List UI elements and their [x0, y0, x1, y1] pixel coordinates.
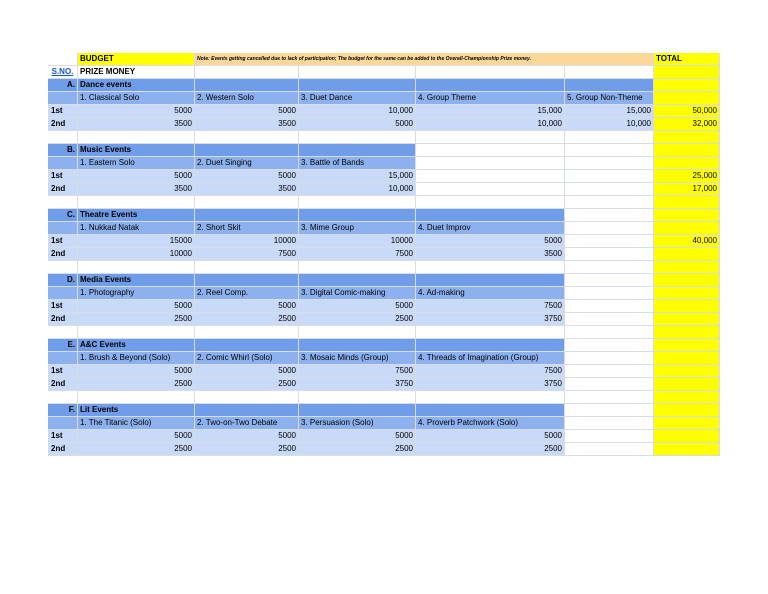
prize-amount[interactable]: 3500 — [195, 183, 299, 196]
subheader-row — [48, 66, 720, 79]
prize-amount[interactable]: 10,000 — [299, 105, 416, 118]
sno-link[interactable]: S.NO. — [48, 66, 78, 79]
spacer-row — [48, 131, 720, 144]
event-name[interactable]: 3. Duet Dance — [299, 92, 416, 105]
total-cell[interactable] — [654, 352, 720, 365]
prize-amount[interactable]: 5000 — [78, 105, 195, 118]
prize-amount[interactable]: 10000 — [195, 235, 299, 248]
blank-cell[interactable] — [565, 352, 654, 365]
rank-label[interactable]: 2nd — [48, 378, 78, 391]
prize-row-2nd — [48, 183, 720, 196]
total-amount[interactable] — [654, 430, 720, 443]
event-name[interactable]: 2. Reel Comp. — [195, 287, 299, 300]
event-name[interactable]: 1. Classical Solo — [78, 92, 195, 105]
blank-cell[interactable] — [78, 391, 195, 404]
total-amount[interactable] — [654, 248, 720, 261]
total-amount[interactable]: 17,000 — [654, 183, 720, 196]
total-amount[interactable] — [654, 365, 720, 378]
category-letter[interactable]: E. — [48, 339, 78, 352]
event-name[interactable]: 1. Eastern Solo — [78, 157, 195, 170]
blank-cell[interactable] — [299, 209, 416, 222]
total-amount[interactable] — [654, 443, 720, 456]
blank-cell[interactable] — [299, 326, 416, 339]
category-letter[interactable]: C. — [48, 209, 78, 222]
prize-amount[interactable]: 3500 — [195, 118, 299, 131]
category-title-row — [48, 144, 720, 157]
prize-amount[interactable]: 5000 — [195, 105, 299, 118]
prize-amount[interactable]: 5000 — [78, 365, 195, 378]
blank-cell[interactable] — [299, 196, 416, 209]
prize-amount[interactable]: 2500 — [416, 443, 565, 456]
total-cell[interactable] — [654, 287, 720, 300]
event-name[interactable]: 5. Group Non-Theme — [565, 92, 654, 105]
prize-amount[interactable]: 7500 — [416, 365, 565, 378]
total-cell[interactable] — [654, 274, 720, 287]
blank-cell[interactable] — [78, 326, 195, 339]
event-names-row — [48, 352, 720, 365]
total-amount[interactable] — [654, 313, 720, 326]
blank-cell[interactable] — [195, 274, 299, 287]
blank-cell[interactable] — [195, 261, 299, 274]
prize-money-label[interactable]: PRIZE MONEY — [78, 66, 195, 79]
blank-cell[interactable] — [195, 391, 299, 404]
blank-cell[interactable] — [416, 131, 565, 144]
rank-label[interactable]: 1st — [48, 105, 78, 118]
event-name[interactable]: 4. Threads of Imagination (Group) — [416, 352, 565, 365]
header-row — [48, 53, 720, 66]
blank-cell[interactable] — [565, 365, 654, 378]
event-name[interactable]: 1. The Titanic (Solo) — [78, 417, 195, 430]
blank-cell[interactable] — [299, 144, 416, 157]
blank-cell[interactable] — [565, 157, 654, 170]
blank-cell[interactable] — [195, 339, 299, 352]
prize-amount[interactable]: 2500 — [78, 378, 195, 391]
event-name[interactable]: 4. Duet Improv — [416, 222, 565, 235]
blank-cell[interactable] — [416, 209, 565, 222]
total-header[interactable]: TOTAL — [654, 53, 720, 66]
blank-cell[interactable] — [299, 261, 416, 274]
total-amount[interactable]: 40,000 — [654, 235, 720, 248]
prize-amount[interactable]: 5000 — [299, 118, 416, 131]
total-cell[interactable] — [654, 404, 720, 417]
blank-cell[interactable] — [195, 326, 299, 339]
category-title-row — [48, 339, 720, 352]
category-letter[interactable]: F. — [48, 404, 78, 417]
prize-amount[interactable]: 2500 — [195, 313, 299, 326]
blank-cell[interactable] — [78, 131, 195, 144]
prize-amount[interactable]: 2500 — [78, 313, 195, 326]
category-title-row — [48, 209, 720, 222]
event-names-row — [48, 287, 720, 300]
event-name[interactable]: 3. Persuasion (Solo) — [299, 417, 416, 430]
prize-amount[interactable]: 7500 — [416, 300, 565, 313]
rank-label[interactable]: 1st — [48, 235, 78, 248]
prize-row-1st — [48, 170, 720, 183]
prize-amount[interactable]: 5000 — [195, 170, 299, 183]
event-names-row — [48, 157, 720, 170]
blank-cell[interactable] — [565, 170, 654, 183]
prize-amount[interactable]: 5000 — [78, 170, 195, 183]
prize-amount[interactable]: 5000 — [299, 300, 416, 313]
event-name[interactable]: 3. Digital Comic-making — [299, 287, 416, 300]
prize-amount[interactable]: 2500 — [195, 443, 299, 456]
prize-amount[interactable]: 10,000 — [299, 183, 416, 196]
blank-cell[interactable] — [48, 53, 78, 66]
blank-cell[interactable] — [565, 222, 654, 235]
event-name[interactable]: 1. Photography — [78, 287, 195, 300]
total-amount[interactable]: 25,000 — [654, 170, 720, 183]
rank-label[interactable]: 1st — [48, 170, 78, 183]
event-name[interactable]: 4. Ad-making — [416, 287, 565, 300]
prize-amount[interactable]: 3500 — [78, 118, 195, 131]
category-letter[interactable]: D. — [48, 274, 78, 287]
blank-cell[interactable] — [299, 391, 416, 404]
prize-amount[interactable]: 10000 — [78, 248, 195, 261]
prize-amount[interactable]: 5000 — [416, 235, 565, 248]
blank-cell[interactable] — [565, 417, 654, 430]
total-cell[interactable] — [654, 92, 720, 105]
prize-amount[interactable]: 7500 — [299, 248, 416, 261]
prize-amount[interactable]: 5000 — [195, 300, 299, 313]
prize-amount[interactable]: 5000 — [416, 430, 565, 443]
event-name[interactable]: 2. Western Solo — [195, 92, 299, 105]
blank-cell[interactable] — [416, 144, 565, 157]
blank-cell[interactable] — [565, 66, 654, 79]
rank-label[interactable]: 2nd — [48, 118, 78, 131]
category-name[interactable]: Media Events — [78, 274, 195, 287]
rank-label[interactable]: 1st — [48, 300, 78, 313]
prize-amount[interactable]: 15,000 — [565, 105, 654, 118]
prize-amount[interactable]: 3500 — [416, 248, 565, 261]
total-cell[interactable] — [654, 339, 720, 352]
blank-cell[interactable] — [195, 144, 299, 157]
total-cell[interactable] — [654, 326, 720, 339]
blank-cell[interactable] — [78, 261, 195, 274]
event-name[interactable]: 3. Battle of Bands — [299, 157, 416, 170]
rank-label[interactable]: 2nd — [48, 183, 78, 196]
event-name[interactable]: 3. Mosaic Minds (Group) — [299, 352, 416, 365]
category-title-row — [48, 404, 720, 417]
blank-cell[interactable] — [78, 196, 195, 209]
blank-cell[interactable] — [565, 443, 654, 456]
rank-label[interactable]: 2nd — [48, 443, 78, 456]
prize-amount[interactable]: 3750 — [299, 378, 416, 391]
prize-amount[interactable]: 10000 — [299, 235, 416, 248]
blank-cell[interactable] — [48, 131, 78, 144]
budget-sheet — [48, 53, 720, 452]
blank-cell[interactable] — [416, 391, 565, 404]
total-cell[interactable] — [654, 417, 720, 430]
prize-amount[interactable]: 5000 — [299, 430, 416, 443]
prize-amount[interactable]: 5000 — [195, 430, 299, 443]
total-amount[interactable] — [654, 300, 720, 313]
blank-cell[interactable] — [195, 196, 299, 209]
prize-amount[interactable]: 7500 — [195, 248, 299, 261]
blank-cell[interactable] — [565, 131, 654, 144]
prize-amount[interactable]: 5000 — [195, 365, 299, 378]
total-amount[interactable] — [654, 378, 720, 391]
budget-label[interactable]: BUDGET — [78, 53, 195, 66]
blank-cell[interactable] — [565, 209, 654, 222]
blank-cell[interactable] — [565, 248, 654, 261]
category-name[interactable]: Music Events — [78, 144, 195, 157]
spacer-row — [48, 326, 720, 339]
category-name[interactable]: Lit Events — [78, 404, 195, 417]
blank-cell[interactable] — [565, 391, 654, 404]
prize-row-1st — [48, 300, 720, 313]
spacer-row — [48, 261, 720, 274]
prize-amount[interactable]: 2500 — [78, 443, 195, 456]
blank-cell[interactable] — [195, 404, 299, 417]
blank-cell[interactable] — [195, 131, 299, 144]
total-amount[interactable]: 50,000 — [654, 105, 720, 118]
blank-cell[interactable] — [48, 417, 78, 430]
category-title-row — [48, 274, 720, 287]
rank-label[interactable]: 1st — [48, 365, 78, 378]
blank-cell[interactable] — [416, 326, 565, 339]
blank-cell[interactable] — [416, 261, 565, 274]
blank-cell[interactable] — [565, 261, 654, 274]
event-names-row — [48, 92, 720, 105]
prize-row-1st — [48, 365, 720, 378]
blank-cell[interactable] — [565, 287, 654, 300]
blank-cell[interactable] — [299, 131, 416, 144]
total-cell[interactable] — [654, 196, 720, 209]
category-name[interactable]: Dance events — [78, 79, 195, 92]
blank-cell[interactable] — [48, 157, 78, 170]
event-name[interactable]: 2. Comic Whirl (Solo) — [195, 352, 299, 365]
blank-cell[interactable] — [565, 300, 654, 313]
prize-amount[interactable]: 2500 — [299, 313, 416, 326]
prize-amount[interactable]: 2500 — [299, 443, 416, 456]
prize-amount[interactable]: 15,000 — [416, 105, 565, 118]
category-letter[interactable]: B. — [48, 144, 78, 157]
blank-cell[interactable] — [565, 339, 654, 352]
event-names-row — [48, 222, 720, 235]
prize-row-2nd — [48, 378, 720, 391]
prize-row-1st — [48, 235, 720, 248]
category-name[interactable]: A&C Events — [78, 339, 195, 352]
blank-cell[interactable] — [299, 79, 416, 92]
category-title-row — [48, 79, 720, 92]
prize-amount[interactable]: 15000 — [78, 235, 195, 248]
prize-amount[interactable]: 3750 — [416, 378, 565, 391]
total-cell[interactable] — [654, 222, 720, 235]
blank-cell[interactable] — [48, 196, 78, 209]
blank-cell[interactable] — [416, 66, 565, 79]
blank-cell[interactable] — [48, 326, 78, 339]
blank-cell[interactable] — [565, 313, 654, 326]
blank-cell[interactable] — [565, 196, 654, 209]
blank-cell[interactable] — [48, 92, 78, 105]
category-name[interactable]: Theatre Events — [78, 209, 195, 222]
event-name[interactable]: 2. Duet Singing — [195, 157, 299, 170]
prize-row-2nd — [48, 443, 720, 456]
blank-cell[interactable] — [195, 79, 299, 92]
event-name[interactable]: 4. Proverb Patchwork (Solo) — [416, 417, 565, 430]
prize-amount[interactable]: 7500 — [299, 365, 416, 378]
event-name[interactable]: 4. Group Theme — [416, 92, 565, 105]
budget-note[interactable]: Note: Events getting cancelled due to lack of participation; The budget for the same can be added to the Overall-Championship Prize money. — [195, 53, 654, 66]
blank-cell[interactable] — [565, 144, 654, 157]
prize-row-2nd — [48, 248, 720, 261]
event-name[interactable]: 3. Mime Group — [299, 222, 416, 235]
total-cell[interactable] — [654, 391, 720, 404]
blank-cell[interactable] — [565, 326, 654, 339]
prize-amount[interactable]: 5000 — [78, 300, 195, 313]
prize-row-2nd — [48, 313, 720, 326]
event-name[interactable]: 1. Brush & Beyond (Solo) — [78, 352, 195, 365]
blank-cell[interactable] — [195, 209, 299, 222]
event-name[interactable]: 1. Nukkad Natak — [78, 222, 195, 235]
blank-cell[interactable] — [416, 170, 565, 183]
blank-cell[interactable] — [565, 430, 654, 443]
blank-cell[interactable] — [299, 66, 416, 79]
rank-label[interactable]: 2nd — [48, 248, 78, 261]
blank-cell[interactable] — [416, 183, 565, 196]
blank-cell[interactable] — [195, 66, 299, 79]
total-cell[interactable] — [654, 144, 720, 157]
blank-cell[interactable] — [565, 404, 654, 417]
blank-cell[interactable] — [565, 183, 654, 196]
rank-label[interactable]: 2nd — [48, 313, 78, 326]
blank-cell[interactable] — [565, 274, 654, 287]
total-cell[interactable] — [654, 157, 720, 170]
event-names-row — [48, 417, 720, 430]
spacer-row — [48, 391, 720, 404]
category-letter[interactable]: A. — [48, 79, 78, 92]
total-cell[interactable] — [654, 209, 720, 222]
blank-cell[interactable] — [416, 196, 565, 209]
spacer-row — [48, 196, 720, 209]
prize-row-2nd — [48, 118, 720, 131]
total-cell[interactable] — [654, 66, 720, 79]
prize-amount[interactable]: 3750 — [416, 313, 565, 326]
rank-label[interactable]: 1st — [48, 430, 78, 443]
event-name[interactable]: 2. Short Skit — [195, 222, 299, 235]
total-cell[interactable] — [654, 131, 720, 144]
prize-amount[interactable]: 3500 — [78, 183, 195, 196]
blank-cell[interactable] — [48, 287, 78, 300]
prize-row-1st — [48, 105, 720, 118]
blank-cell[interactable] — [299, 339, 416, 352]
blank-cell[interactable] — [565, 235, 654, 248]
blank-cell[interactable] — [416, 339, 565, 352]
blank-cell[interactable] — [48, 352, 78, 365]
blank-cell[interactable] — [48, 261, 78, 274]
prize-row-1st — [48, 430, 720, 443]
blank-cell[interactable] — [299, 274, 416, 287]
event-name[interactable]: 2. Two-on-Two Debate — [195, 417, 299, 430]
blank-cell[interactable] — [48, 222, 78, 235]
total-cell[interactable] — [654, 79, 720, 92]
total-cell[interactable] — [654, 261, 720, 274]
prize-amount[interactable]: 10,000 — [416, 118, 565, 131]
blank-cell[interactable] — [416, 79, 565, 92]
prize-amount[interactable]: 5000 — [78, 430, 195, 443]
prize-amount[interactable]: 2500 — [195, 378, 299, 391]
blank-cell[interactable] — [565, 79, 654, 92]
blank-cell[interactable] — [416, 274, 565, 287]
blank-cell[interactable] — [565, 378, 654, 391]
prize-amount[interactable]: 10,000 — [565, 118, 654, 131]
prize-amount[interactable]: 15,000 — [299, 170, 416, 183]
blank-cell[interactable] — [416, 157, 565, 170]
blank-cell[interactable] — [416, 404, 565, 417]
blank-cell[interactable] — [299, 404, 416, 417]
blank-cell[interactable] — [48, 391, 78, 404]
total-amount[interactable]: 32,000 — [654, 118, 720, 131]
